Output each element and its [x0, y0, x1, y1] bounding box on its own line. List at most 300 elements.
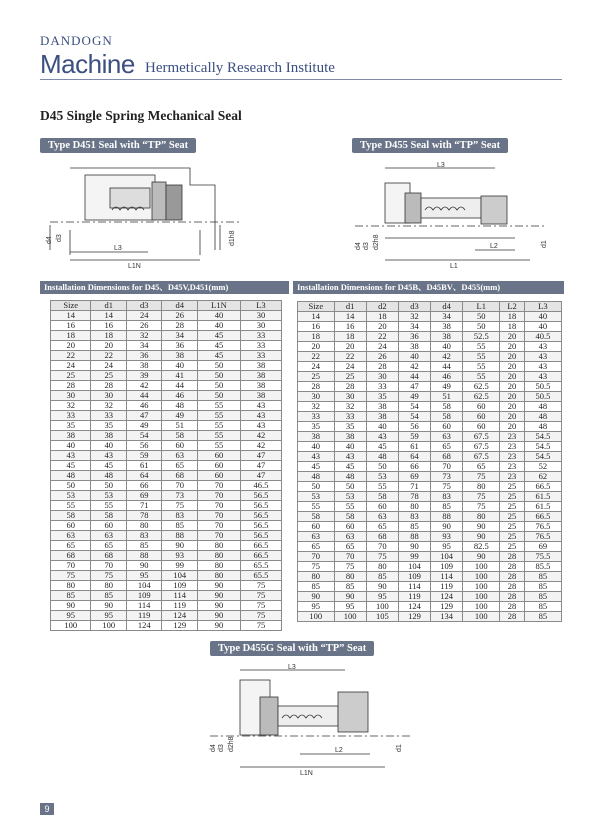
d455-drawing [345, 158, 555, 270]
column-header: Size [51, 301, 91, 311]
table-cell: 20 [500, 402, 524, 412]
table-cell: 44 [431, 362, 463, 372]
table-cell: 80 [463, 512, 500, 522]
table-cell: 75 [298, 562, 335, 572]
table-cell: 58 [162, 431, 198, 441]
table-row [298, 592, 562, 602]
table-cell: 60 [463, 412, 500, 422]
d455g-dim-d3: d3 [218, 744, 225, 752]
table-cell: 90 [198, 601, 241, 611]
table-cell: 34 [126, 341, 162, 351]
d451-label: Type D451 Seal with “TP” Seat [40, 138, 196, 153]
table-cell: 65 [334, 542, 366, 552]
table-cell: 66 [398, 462, 430, 472]
table-row [51, 371, 282, 381]
table-cell: 71 [398, 482, 430, 492]
table-cell: 47 [240, 461, 281, 471]
table-row [298, 402, 562, 412]
table-cell: 25 [500, 522, 524, 532]
table-cell: 71 [126, 501, 162, 511]
table-row [51, 411, 282, 421]
table-cell: 55 [463, 372, 500, 382]
table-cell: 25 [298, 372, 335, 382]
table-cell: 40 [431, 342, 463, 352]
table-cell: 32 [334, 402, 366, 412]
table-cell: 99 [162, 561, 198, 571]
table-cell: 23 [500, 452, 524, 462]
table-cell: 56.5 [240, 501, 281, 511]
table-cell: 38 [431, 332, 463, 342]
table-cell: 55 [91, 501, 127, 511]
table-cell: 30 [298, 392, 335, 402]
table-cell: 65.5 [240, 561, 281, 571]
table-cell: 24 [91, 361, 127, 371]
table-cell: 70 [366, 542, 398, 552]
table-cell: 53 [334, 492, 366, 502]
table-cell: 55 [463, 342, 500, 352]
table-row [51, 491, 282, 501]
d455g-dim-d2h8: d2h8 [228, 736, 235, 752]
table-row [298, 462, 562, 472]
table-row [51, 341, 282, 351]
table-cell: 40 [524, 322, 561, 332]
table-cell: 38 [298, 432, 335, 442]
table-cell: 40 [524, 312, 561, 322]
table-cell: 109 [398, 572, 430, 582]
table-cell: 83 [162, 511, 198, 521]
column-header: d1 [91, 301, 127, 311]
table-cell: 50 [198, 371, 241, 381]
table-cell: 50 [334, 482, 366, 492]
table-row [298, 312, 562, 322]
table-cell: 76.5 [524, 522, 561, 532]
table-cell: 70 [198, 481, 241, 491]
table-row [51, 551, 282, 561]
table-cell: 50 [298, 482, 335, 492]
section-title: D45 Single Spring Mechanical Seal [40, 108, 242, 123]
d451-dim-d4: d4 [46, 236, 53, 244]
table-cell: 28 [500, 552, 524, 562]
table-cell: 18 [500, 322, 524, 332]
table-cell: 26 [126, 321, 162, 331]
table-cell: 75 [51, 571, 91, 581]
table-row [51, 351, 282, 361]
table-cell: 100 [366, 602, 398, 612]
table-cell: 82.5 [463, 542, 500, 552]
column-header: d3 [398, 302, 430, 312]
table-cell: 55 [198, 421, 241, 431]
table-cell: 32 [126, 331, 162, 341]
table-cell: 14 [334, 312, 366, 322]
table-cell: 62.5 [463, 382, 500, 392]
table-cell: 70 [198, 531, 241, 541]
table-cell: 114 [162, 591, 198, 601]
table-cell: 42 [398, 362, 430, 372]
table-cell: 54 [398, 402, 430, 412]
table-row [298, 482, 562, 492]
table-row [298, 532, 562, 542]
table-cell: 124 [398, 602, 430, 612]
table-cell: 20 [500, 422, 524, 432]
table-cell: 93 [431, 532, 463, 542]
table-cell: 105 [366, 612, 398, 622]
table-cell: 90 [198, 581, 241, 591]
column-header: L1N [198, 301, 241, 311]
table-cell: 124 [431, 592, 463, 602]
table-cell: 16 [51, 321, 91, 331]
table-cell: 25 [500, 502, 524, 512]
table-cell: 63 [431, 432, 463, 442]
table-cell: 58 [431, 402, 463, 412]
table-cell: 36 [126, 351, 162, 361]
table-cell: 30 [240, 321, 281, 331]
d455g-drawing [200, 662, 420, 777]
table-cell: 56.5 [240, 521, 281, 531]
table-cell: 40 [198, 311, 241, 321]
table-cell: 100 [463, 572, 500, 582]
table-cell: 25 [500, 542, 524, 552]
header-rule [40, 79, 562, 80]
d451-dim-l1n: L1N [128, 263, 141, 270]
table-row [298, 422, 562, 432]
table-cell: 100 [51, 621, 91, 631]
table-cell: 43 [240, 421, 281, 431]
table-row [51, 601, 282, 611]
table-cell: 43 [51, 451, 91, 461]
table-cell: 80 [366, 562, 398, 572]
table-cell: 48 [334, 472, 366, 482]
table-cell: 50.5 [524, 382, 561, 392]
table-cell: 85.5 [524, 562, 561, 572]
table-row [51, 611, 282, 621]
table-cell: 63 [334, 532, 366, 542]
table-row [298, 502, 562, 512]
table-cell: 90 [431, 522, 463, 532]
table-cell: 47 [398, 382, 430, 392]
table-row [298, 612, 562, 622]
table-cell: 85 [126, 541, 162, 551]
table-cell: 38 [240, 391, 281, 401]
table-cell: 56 [126, 441, 162, 451]
table-row [298, 512, 562, 522]
table-cell: 38 [431, 322, 463, 332]
table-cell: 80 [334, 572, 366, 582]
table-cell: 99 [398, 552, 430, 562]
table-cell: 90 [463, 522, 500, 532]
table-cell: 83 [431, 492, 463, 502]
table-cell: 80 [91, 581, 127, 591]
table-cell: 45 [91, 461, 127, 471]
d455-dim-d2h8: d2h8 [373, 234, 380, 250]
table-cell: 33 [366, 382, 398, 392]
column-header: L2 [500, 302, 524, 312]
table-cell: 90 [126, 561, 162, 571]
table-cell: 35 [334, 422, 366, 432]
table-cell: 60 [162, 441, 198, 451]
table-cell: 75 [91, 571, 127, 581]
table-row [298, 392, 562, 402]
table-cell: 50 [91, 481, 127, 491]
table-cell: 61 [398, 442, 430, 452]
table-cell: 43 [524, 342, 561, 352]
table-cell: 114 [431, 572, 463, 582]
table-cell: 34 [431, 312, 463, 322]
table-cell: 75 [240, 601, 281, 611]
table-cell: 49 [398, 392, 430, 402]
table-cell: 49 [126, 421, 162, 431]
table-row [298, 342, 562, 352]
table-row [298, 472, 562, 482]
table-row [298, 562, 562, 572]
table-cell: 88 [398, 532, 430, 542]
table-cell: 32 [91, 401, 127, 411]
table-cell: 28 [500, 612, 524, 622]
table-cell: 66.5 [240, 541, 281, 551]
table-cell: 14 [51, 311, 91, 321]
table-cell: 78 [126, 511, 162, 521]
table-cell: 75 [240, 621, 281, 631]
table-right [297, 301, 562, 622]
table-cell: 34 [398, 322, 430, 332]
table-cell: 24 [366, 342, 398, 352]
table-cell: 75.5 [524, 552, 561, 562]
d455-dim-d4: d4 [355, 242, 362, 250]
table-row [298, 352, 562, 362]
table-cell: 90 [162, 541, 198, 551]
table-cell: 25 [500, 492, 524, 502]
table-cell: 38 [91, 431, 127, 441]
table-cell: 48 [524, 412, 561, 422]
table-cell: 34 [162, 331, 198, 341]
table-cell: 64 [398, 452, 430, 462]
table-cell: 30 [366, 372, 398, 382]
table-cell: 43 [524, 352, 561, 362]
table-cell: 38 [240, 371, 281, 381]
column-header: d4 [431, 302, 463, 312]
table-cell: 62 [524, 472, 561, 482]
table-cell: 44 [398, 372, 430, 382]
table-cell: 38 [240, 361, 281, 371]
table-cell: 109 [162, 581, 198, 591]
table-cell: 54 [126, 431, 162, 441]
table-row [51, 401, 282, 411]
table-cell: 80 [198, 571, 241, 581]
table-cell: 40 [198, 321, 241, 331]
table-cell: 43 [366, 432, 398, 442]
table-cell: 88 [126, 551, 162, 561]
d455-label: Type D455 Seal with “TP” Seat [352, 138, 508, 153]
table-cell: 69 [398, 472, 430, 482]
d455g-dim-d4: d4 [210, 744, 217, 752]
table-cell: 60 [334, 522, 366, 532]
table-cell: 26 [162, 311, 198, 321]
table-cell: 22 [298, 352, 335, 362]
table-row [298, 452, 562, 462]
table-cell: 40 [91, 441, 127, 451]
table-cell: 46 [162, 391, 198, 401]
d455g-dim-l3: L3 [288, 664, 296, 671]
table-row [51, 561, 282, 571]
column-header: L3 [524, 302, 561, 312]
table-cell: 33 [51, 411, 91, 421]
table-cell: 44 [126, 391, 162, 401]
table-cell: 90 [463, 552, 500, 562]
table-right-title: Installation Dimensions for D45B、D45BV、D455(mm) [293, 281, 564, 294]
table-cell: 66 [126, 481, 162, 491]
d451-dim-d1h8: d1h8 [229, 230, 236, 246]
column-header: Size [298, 302, 335, 312]
table-cell: 67.5 [463, 442, 500, 452]
table-cell: 42 [126, 381, 162, 391]
table-cell: 35 [298, 422, 335, 432]
table-cell: 55 [198, 411, 241, 421]
table-cell: 90 [51, 601, 91, 611]
column-header: L1 [463, 302, 500, 312]
table-cell: 20 [334, 342, 366, 352]
table-cell: 59 [398, 432, 430, 442]
table-cell: 53 [366, 472, 398, 482]
table-cell: 18 [298, 332, 335, 342]
table-header-row [51, 301, 282, 311]
table-cell: 85 [398, 522, 430, 532]
table-cell: 48 [524, 402, 561, 412]
table-cell: 54.5 [524, 442, 561, 452]
table-cell: 25 [334, 372, 366, 382]
table-cell: 129 [162, 621, 198, 631]
table-cell: 114 [126, 601, 162, 611]
table-cell: 24 [298, 362, 335, 372]
table-cell: 59 [126, 451, 162, 461]
table-cell: 48 [298, 472, 335, 482]
table-cell: 70 [334, 552, 366, 562]
table-cell: 90 [198, 591, 241, 601]
table-row [51, 391, 282, 401]
table-cell: 58 [431, 412, 463, 422]
table-row [51, 321, 282, 331]
table-cell: 104 [398, 562, 430, 572]
table-cell: 38 [126, 361, 162, 371]
table-cell: 85 [91, 591, 127, 601]
table-cell: 134 [431, 612, 463, 622]
table-cell: 55 [463, 352, 500, 362]
table-cell: 28 [500, 562, 524, 572]
table-cell: 45 [366, 442, 398, 452]
table-cell: 43 [334, 452, 366, 462]
table-cell: 60 [198, 471, 241, 481]
table-cell: 45 [298, 462, 335, 472]
table-cell: 88 [431, 512, 463, 522]
table-cell: 23 [500, 472, 524, 482]
table-cell: 33 [298, 412, 335, 422]
table-cell: 63 [162, 451, 198, 461]
column-header: d2 [366, 302, 398, 312]
table-cell: 33 [240, 331, 281, 341]
table-row [51, 511, 282, 521]
table-cell: 55 [366, 482, 398, 492]
table-cell: 53 [91, 491, 127, 501]
table-cell: 30 [91, 391, 127, 401]
table-cell: 32 [51, 401, 91, 411]
table-cell: 76.5 [524, 532, 561, 542]
table-row [298, 542, 562, 552]
table-cell: 43 [240, 411, 281, 421]
table-cell: 50 [463, 322, 500, 332]
table-cell: 69 [126, 491, 162, 501]
table-cell: 33 [240, 341, 281, 351]
table-cell: 40 [334, 442, 366, 452]
d455-dim-l2: L2 [490, 243, 498, 250]
table-row [51, 471, 282, 481]
table-row [298, 332, 562, 342]
table-cell: 20 [500, 372, 524, 382]
table-cell: 30 [334, 392, 366, 402]
d451-dim-d3: d3 [56, 234, 63, 242]
table-cell: 54.5 [524, 432, 561, 442]
table-row [298, 582, 562, 592]
table-cell: 60 [91, 521, 127, 531]
table-cell: 66.5 [524, 512, 561, 522]
table-cell: 55 [334, 502, 366, 512]
table-cell: 26 [366, 352, 398, 362]
table-cell: 30 [240, 311, 281, 321]
table-cell: 78 [398, 492, 430, 502]
table-cell: 129 [398, 612, 430, 622]
table-cell: 45 [198, 341, 241, 351]
table-cell: 54 [398, 412, 430, 422]
table-cell: 16 [334, 322, 366, 332]
table-cell: 75 [240, 581, 281, 591]
table-cell: 54.5 [524, 452, 561, 462]
table-cell: 80 [198, 551, 241, 561]
table-cell: 60 [298, 522, 335, 532]
table-cell: 43 [240, 401, 281, 411]
table-row [51, 481, 282, 491]
table-cell: 46.5 [240, 481, 281, 491]
table-cell: 47 [240, 451, 281, 461]
table-cell: 95 [334, 602, 366, 612]
table-cell: 40 [162, 361, 198, 371]
table-cell: 56.5 [240, 531, 281, 541]
table-cell: 46 [431, 372, 463, 382]
table-cell: 28 [366, 362, 398, 372]
table-cell: 39 [126, 371, 162, 381]
d455-dim-d1: d1 [541, 240, 548, 248]
table-cell: 48 [524, 422, 561, 432]
table-cell: 65.5 [240, 571, 281, 581]
table-cell: 61.5 [524, 502, 561, 512]
table-cell: 90 [198, 611, 241, 621]
table-cell: 28 [298, 382, 335, 392]
table-row [51, 571, 282, 581]
table-cell: 75 [463, 492, 500, 502]
table-cell: 60 [198, 461, 241, 471]
brand-subtitle: Hermetically Research Institute [145, 60, 335, 76]
table-cell: 52.5 [463, 332, 500, 342]
table-cell: 20 [500, 362, 524, 372]
table-cell: 93 [162, 551, 198, 561]
table-cell: 100 [334, 612, 366, 622]
table-cell: 23 [500, 432, 524, 442]
table-cell: 61.5 [524, 492, 561, 502]
d455-dim-l3: L3 [437, 162, 445, 169]
table-cell: 25 [500, 532, 524, 542]
table-cell: 95 [91, 611, 127, 621]
table-cell: 18 [334, 332, 366, 342]
table-cell: 50.5 [524, 392, 561, 402]
table-cell: 35 [366, 392, 398, 402]
table-cell: 30 [51, 391, 91, 401]
table-cell: 67.5 [463, 432, 500, 442]
